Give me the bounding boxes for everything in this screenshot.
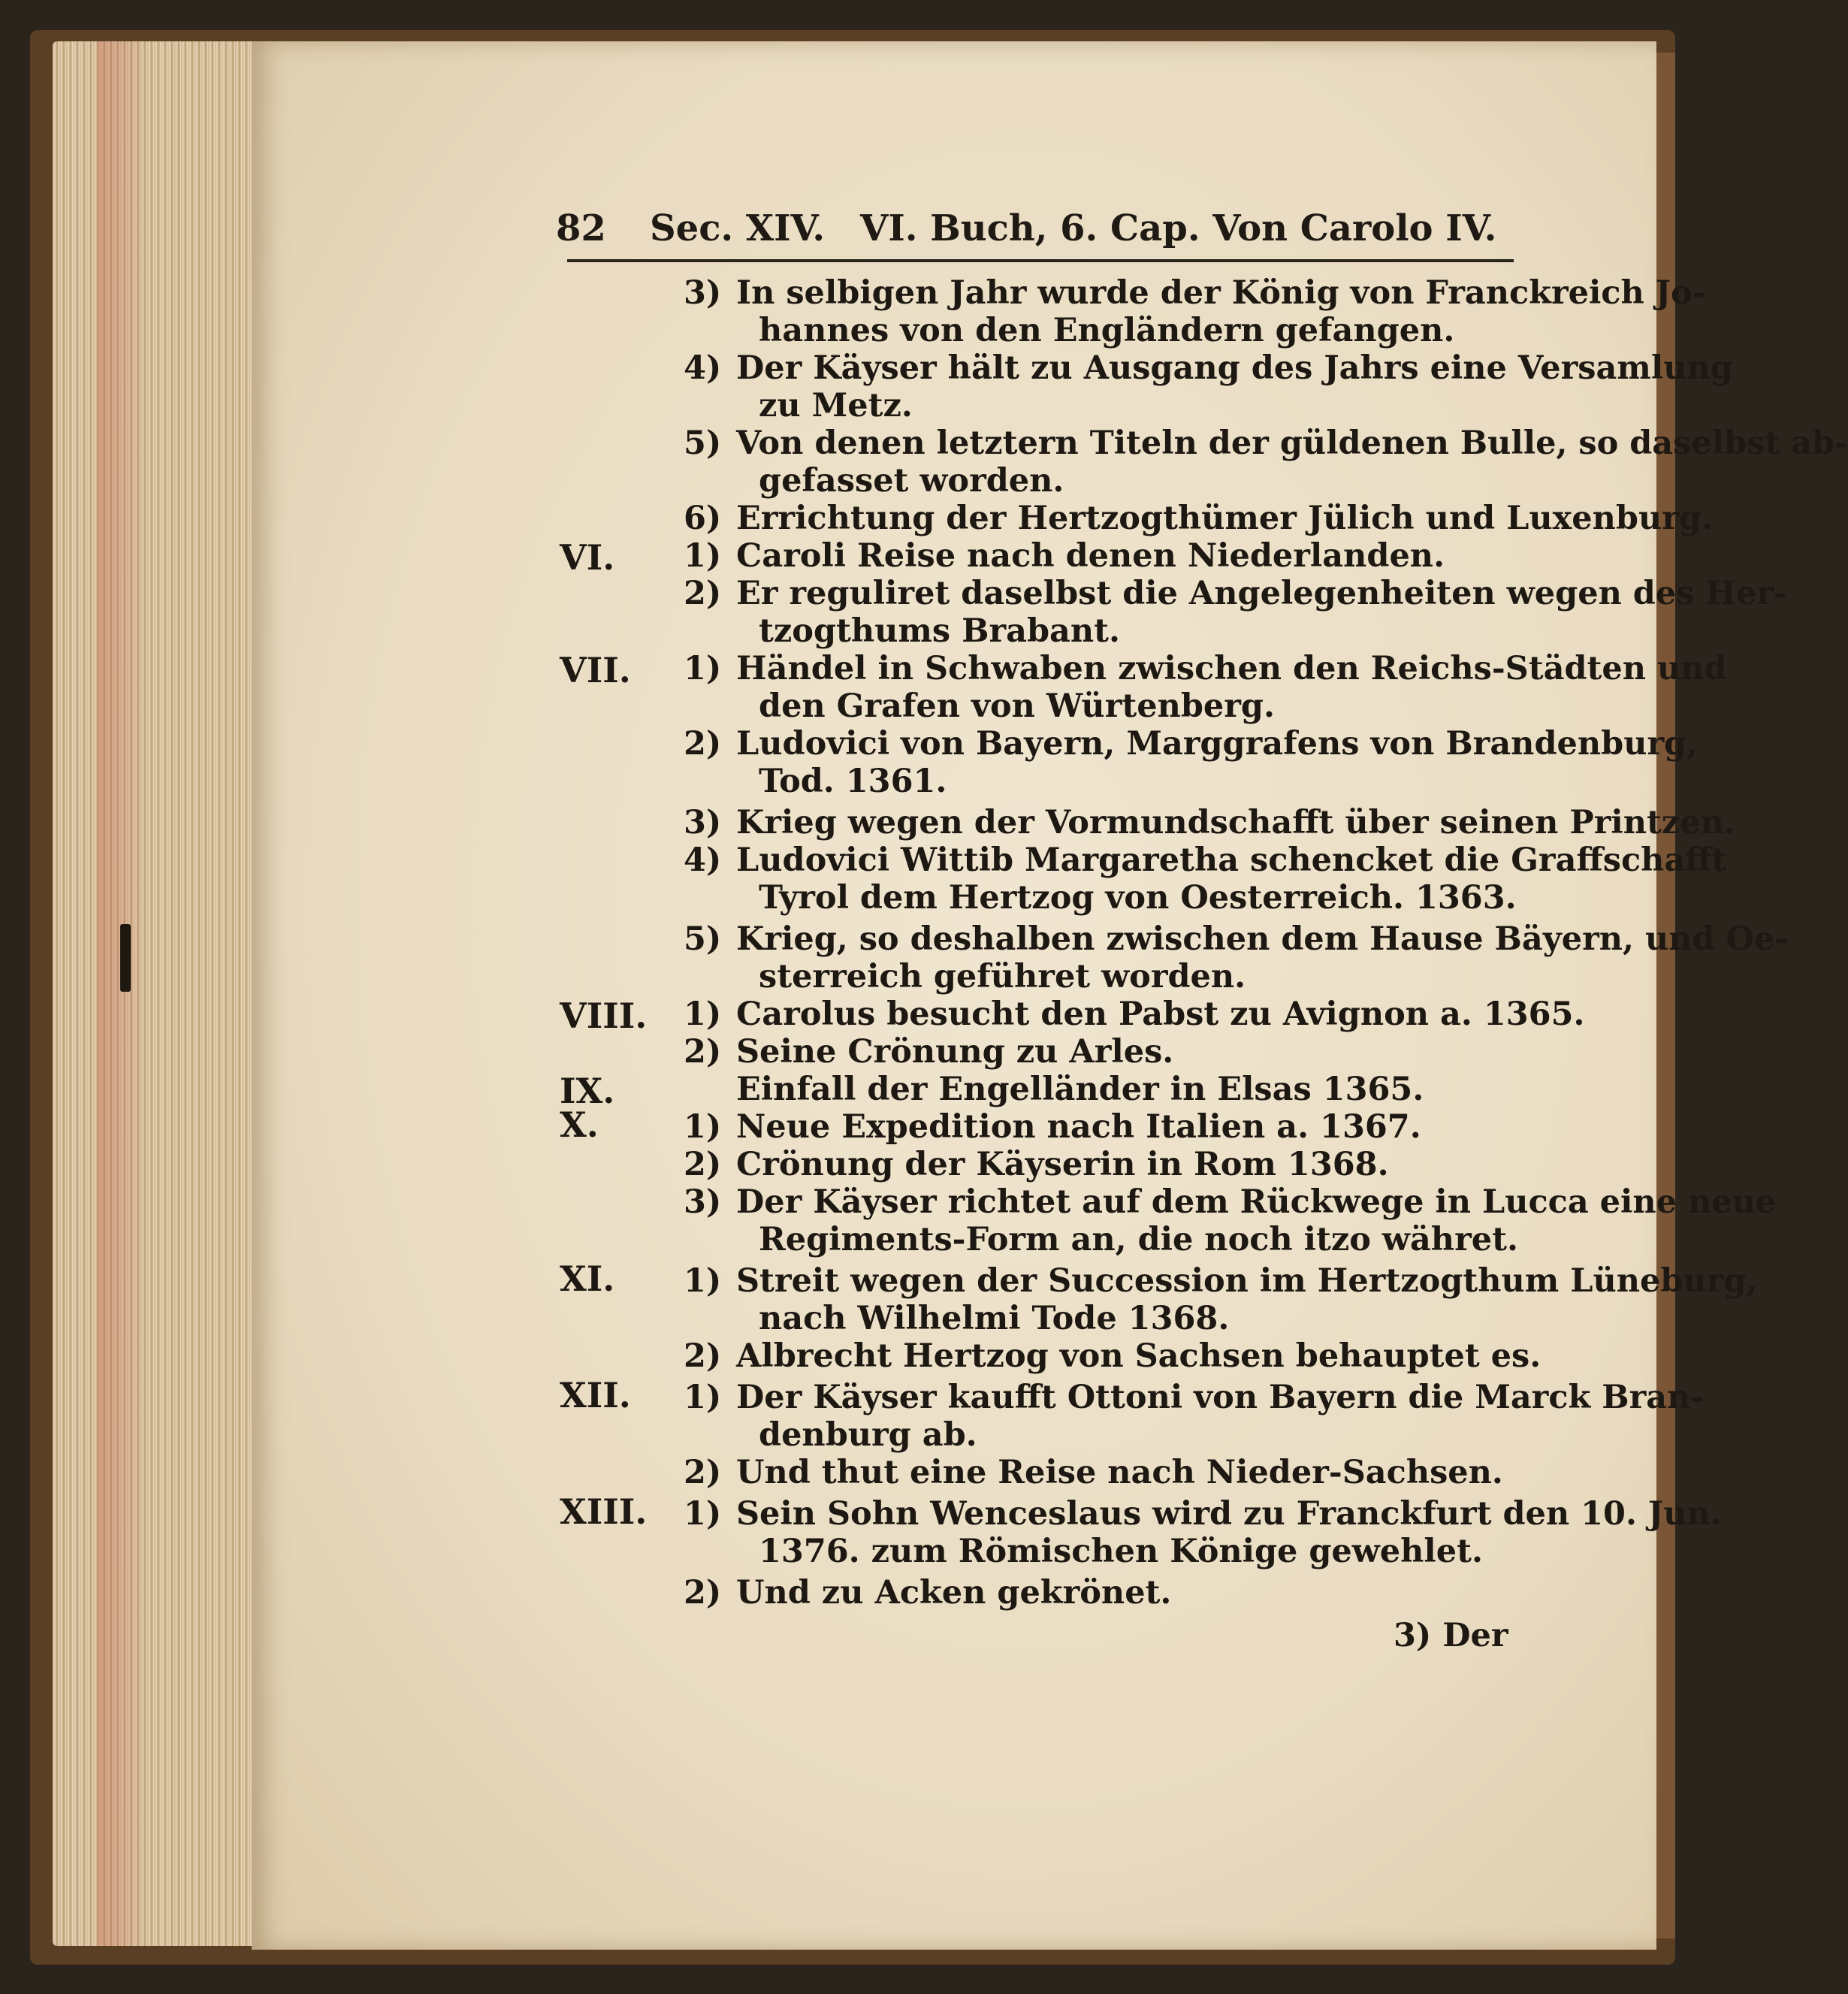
item-text: Einfall der Engelländer in Elsas 1365. xyxy=(736,1071,1424,1108)
item-number: 3) xyxy=(684,1183,722,1221)
item-text-cont: den Grafen von Würtenberg. xyxy=(759,687,1275,725)
header-rule xyxy=(567,259,1514,262)
item-number: 1) xyxy=(684,537,722,575)
item-text: Crönung der Käyserin in Rom 1368. xyxy=(736,1146,1389,1183)
list-item xyxy=(684,1574,1171,1612)
item-text-cont: Tyrol dem Hertzog von Oesterreich. 1363. xyxy=(759,879,1517,917)
list-item xyxy=(684,1146,1389,1183)
item-text-cont: sterreich geführet worden. xyxy=(759,958,1246,995)
list-item xyxy=(684,1071,1424,1108)
roman-numeral: VIII. xyxy=(560,995,648,1036)
item-text-cont: nach Wilhelmi Tode 1368. xyxy=(759,1300,1230,1337)
list-item xyxy=(684,274,1706,349)
list-item xyxy=(684,920,1788,995)
item-number: 5) xyxy=(684,424,722,462)
item-number: 2) xyxy=(684,1033,722,1071)
item-text: Der Käyser hält zu Ausgang des Jahrs eine Versamlung xyxy=(736,349,1733,387)
page-edges xyxy=(53,41,255,1946)
item-number: 1) xyxy=(684,1379,722,1416)
item-text: Krieg wegen der Vormundschafft über seinen Printzen. xyxy=(736,804,1735,841)
item-number: 3) xyxy=(684,804,722,841)
item-text: Caroli Reise nach denen Niederlanden. xyxy=(736,537,1445,575)
item-text: Händel in Schwaben zwischen den Reichs-Städten und xyxy=(736,650,1727,687)
list-item xyxy=(684,650,1727,725)
item-text: In selbigen Jahr wurde der König von Franckreich Jo- xyxy=(736,274,1706,312)
list-item xyxy=(684,1183,1776,1258)
binding-thread-mark xyxy=(120,924,131,992)
item-text-cont: hannes von den Engländern gefangen. xyxy=(759,312,1455,349)
item-text: Und thut eine Reise nach Nieder-Sachsen. xyxy=(736,1454,1503,1491)
list-item xyxy=(684,1033,1173,1071)
item-text-cont: Tod. 1361. xyxy=(759,763,947,800)
item-text-cont: zu Metz. xyxy=(759,387,913,424)
item-number: 4) xyxy=(684,841,722,879)
item-text: Der Käyser richtet auf dem Rückwege in Lucca eine neue xyxy=(736,1183,1777,1221)
roman-numeral: IX. xyxy=(560,1071,615,1111)
list-item xyxy=(684,575,1787,650)
running-head xyxy=(556,197,1514,257)
list-item xyxy=(684,349,1733,424)
item-text: Streit wegen der Succession im Hertzogthum Lüneburg, xyxy=(736,1262,1758,1300)
list-item xyxy=(684,841,1726,917)
catchword: 3) Der xyxy=(1394,1617,1508,1654)
roman-numeral: VI. xyxy=(560,537,615,578)
list-item xyxy=(684,537,1445,575)
item-text: Sein Sohn Wenceslaus wird zu Franckfurt den 10. Jun. xyxy=(736,1495,1722,1533)
item-number: 2) xyxy=(684,1454,722,1491)
item-text: Neue Expedition nach Italien a. 1367. xyxy=(736,1108,1421,1146)
item-text: Carolus besucht den Pabst zu Avignon a. 1365. xyxy=(736,995,1585,1033)
roman-numeral: XI. xyxy=(560,1258,615,1299)
item-number: 1) xyxy=(684,1108,722,1146)
item-number: 2) xyxy=(684,1337,722,1375)
item-number: 6) xyxy=(684,500,722,537)
item-number: 2) xyxy=(684,575,722,612)
item-number: 1) xyxy=(684,650,722,687)
item-text: Von denen letztern Titeln der güldenen Bulle, so daselbst ab- xyxy=(736,424,1848,462)
list-item xyxy=(684,1454,1503,1491)
list-item xyxy=(684,804,1735,841)
item-text: Krieg, so deshalben zwischen dem Hause Bäyern, und Oe- xyxy=(736,920,1789,958)
item-number: 1) xyxy=(684,1262,722,1300)
list-item xyxy=(684,1495,1722,1570)
list-item xyxy=(684,424,1848,500)
item-number: 4) xyxy=(684,349,722,387)
item-text-cont: 1376. zum Römischen Könige gewehlet. xyxy=(759,1533,1483,1570)
item-text-cont: tzogthums Brabant. xyxy=(759,612,1120,650)
item-text-cont: Regiments-Form an, die noch itzo währet. xyxy=(759,1221,1518,1258)
roman-numeral: XIII. xyxy=(560,1491,648,1532)
list-item xyxy=(684,1379,1704,1454)
list-item xyxy=(684,1262,1757,1337)
item-text: Seine Crönung zu Arles. xyxy=(736,1033,1174,1071)
list-item xyxy=(684,995,1584,1033)
item-text: Albrecht Hertzog von Sachsen behauptet es. xyxy=(736,1337,1542,1375)
item-text-cont: denburg ab. xyxy=(759,1416,977,1454)
item-number: 5) xyxy=(684,920,722,958)
item-number: 2) xyxy=(684,1574,722,1612)
item-text-cont: gefasset worden. xyxy=(759,462,1064,500)
item-text: Ludovici Wittib Margaretha schencket die Graffschafft xyxy=(736,841,1727,879)
list-item xyxy=(684,725,1698,800)
item-text: Ludovici von Bayern, Marggrafens von Brandenburg, xyxy=(736,725,1699,763)
item-number: 3) xyxy=(684,274,722,312)
item-number: 2) xyxy=(684,725,722,763)
item-number: 1) xyxy=(684,995,722,1033)
list-item xyxy=(684,1337,1541,1375)
item-number: 1) xyxy=(684,1495,722,1533)
section-label: Sec. XIV. xyxy=(650,207,826,249)
list-item xyxy=(684,1108,1421,1146)
chapter-title: VI. Buch, 6. Cap. Von Carolo IV. xyxy=(860,207,1497,249)
roman-numeral: X. xyxy=(560,1104,599,1145)
roman-numeral: XII. xyxy=(560,1375,631,1415)
page-number: 82 xyxy=(556,207,606,249)
item-text: Der Käyser kaufft Ottoni von Bayern die Marck Bran- xyxy=(736,1379,1705,1416)
item-text: Errichtung der Hertzogthümer Jülich und Luxenburg. xyxy=(736,500,1713,537)
list-item xyxy=(684,500,1713,537)
roman-numeral: VII. xyxy=(560,650,631,690)
item-number: 2) xyxy=(684,1146,722,1183)
item-text: Er reguliret daselbst die Angelegenheiten wegen des Her- xyxy=(736,575,1787,612)
item-text: Und zu Acken gekrönet. xyxy=(736,1574,1172,1612)
